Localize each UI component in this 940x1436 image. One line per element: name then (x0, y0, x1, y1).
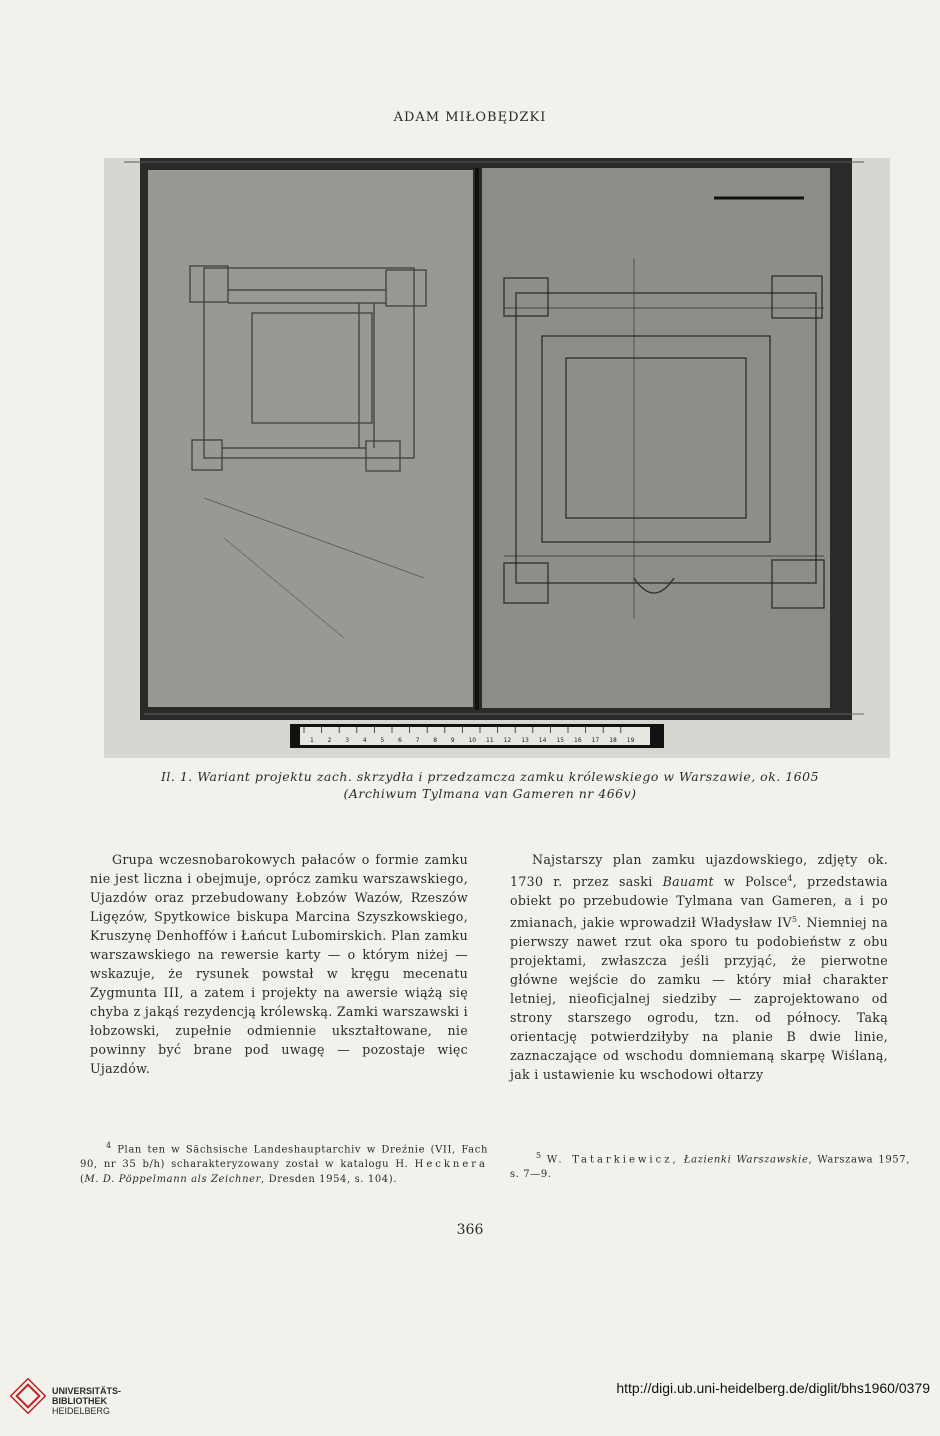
library-name-line: HEIDELBERG (52, 1406, 111, 1416)
text-run: w Polsce (713, 874, 788, 890)
ruler-number: 14 (538, 737, 547, 744)
text-run: . Niemniej na pierwszy nawet rzut oka sporo tu podobieństw z obu projektami, zwłaszcza jeśli przyjąć, że pierwotne główne wejście do zamku — który miał charakter letniej, nieoficjalnej siedziby — zaprojektowano od strony starszego ogrodu, tzn. od północy. Taką orientację potwierdziłyby na planie B dwie linie, zaznaczające od wschodu domniemaną skarpę Wiślaną, jak i ustawienie ku wschodowi ołtarzy (510, 915, 888, 1083)
paragraph-right (510, 850, 888, 1084)
footnote-title: M. D. Pöppelmann als Zeichner (84, 1174, 262, 1186)
ruler-number: 17 (591, 737, 600, 744)
footnote-4 (80, 1138, 488, 1187)
library-name (52, 1386, 121, 1416)
footnote-number: 4 (106, 1141, 112, 1150)
footnote-author: Hecknera (414, 1159, 488, 1171)
ruler-number: 12 (503, 737, 512, 744)
body-column-right (510, 850, 888, 1084)
ruler-number: 16 (574, 737, 582, 744)
ruler-number: 8 (433, 737, 438, 744)
library-logo-icon (10, 1378, 46, 1414)
text-run: , przedstawia obiekt po przebudowie Tylmana van Gameren, a i po zmianach, jakie wprowadził Władysław IV (510, 874, 888, 931)
architectural-plan-figure (104, 158, 890, 758)
footnote-text: , Dresden 1954, s. 104). (261, 1174, 398, 1186)
caption-line-2: (Archiwum Tylmana van Gameren nr 466v) (343, 786, 637, 801)
italic-term: Bauamt (662, 874, 714, 890)
ruler-number: 5 (380, 737, 385, 744)
body-column-left (90, 850, 468, 1078)
library-name-line: UNIVERSITÄTS- (52, 1386, 122, 1396)
footnote-ref-4[interactable]: 4 (787, 874, 793, 883)
ruler-number: 19 (626, 737, 635, 744)
left-leaf (148, 170, 473, 707)
ruler-number: 11 (486, 737, 494, 744)
ruler-number: 3 (345, 737, 350, 744)
footnote-5 (510, 1148, 910, 1182)
plan-drawing (104, 158, 890, 758)
ruler-number: 1 (310, 737, 314, 744)
caption-line-1: Il. 1. Wariant projektu zach. skrzydła i przedzamcza zamku królewskiego w Warszawie, ok. 1605 (160, 769, 820, 784)
ruler-number: 2 (327, 737, 332, 744)
footnote-number: 5 (536, 1151, 542, 1160)
paragraph-left: Grupa wczesnobarokowych pałaców o formie zamku nie jest liczna i obejmuje, oprócz zamku warszawskiego, Ujazdów oraz przebudowany Łobzów Wazów, Rzeszów Ligęzów, Spytkowice biskupa Marcina Szyszkowskiego, Kruszynę Denhoffów i Łańcut Lubomirskich. Plan zamku warszawskiego na rewersie karty — o którym niżej — wskazuje, że rysunek powstał w kręgu mecenatu Zygmunta III, a zatem i projekty na awersie wiążą się chyba z jakąś rezydencją królewską. Zamki warszawski i łobzowski, zupełnie odmiennie ukształtowane, nie powinny być brane pod uwagę — pozostaje więc Ujazdów. (90, 852, 468, 1076)
text-run: Najstarszy plan zamku ujazdowskiego, zdjęty ok. 1730 r. przez saski (510, 852, 888, 890)
footnote-author: W. Tatarkiewicz, (546, 1154, 679, 1166)
footnote-ref-5[interactable]: 5 (791, 915, 798, 925)
source-url-link[interactable]: http://digi.ub.uni-heidelberg.de/diglit/bhs1960/0379 (616, 1380, 930, 1396)
running-head: ADAM MIŁOBĘDZKI (393, 110, 547, 125)
footnote-text: , Warszawa 1957, s. 7—9. (510, 1154, 910, 1181)
page-number: 366 (456, 1222, 484, 1238)
ruler-number: 6 (398, 737, 402, 744)
ruler-number: 10 (468, 737, 477, 744)
footnote-title: Łazienki Warszawskie (683, 1154, 809, 1166)
ruler-number: 4 (362, 737, 367, 744)
footnote-text: Plan ten w Sächsische Landeshauptarchiv w Dreźnie (VII, Fach 90, nr 35 b/h) scharakteryzowany został w katalogu H. (80, 1144, 488, 1171)
right-leaf (482, 168, 830, 708)
ruler-number: 9 (450, 737, 455, 744)
ruler-number: 15 (556, 737, 565, 744)
library-name-line: BIBLIOTHEK (52, 1396, 107, 1406)
ruler-number: 7 (415, 737, 420, 744)
footnote-text: ( (80, 1174, 85, 1186)
ruler-number: 13 (521, 737, 529, 744)
ruler-number: 18 (609, 737, 617, 744)
figure-caption (60, 768, 920, 802)
